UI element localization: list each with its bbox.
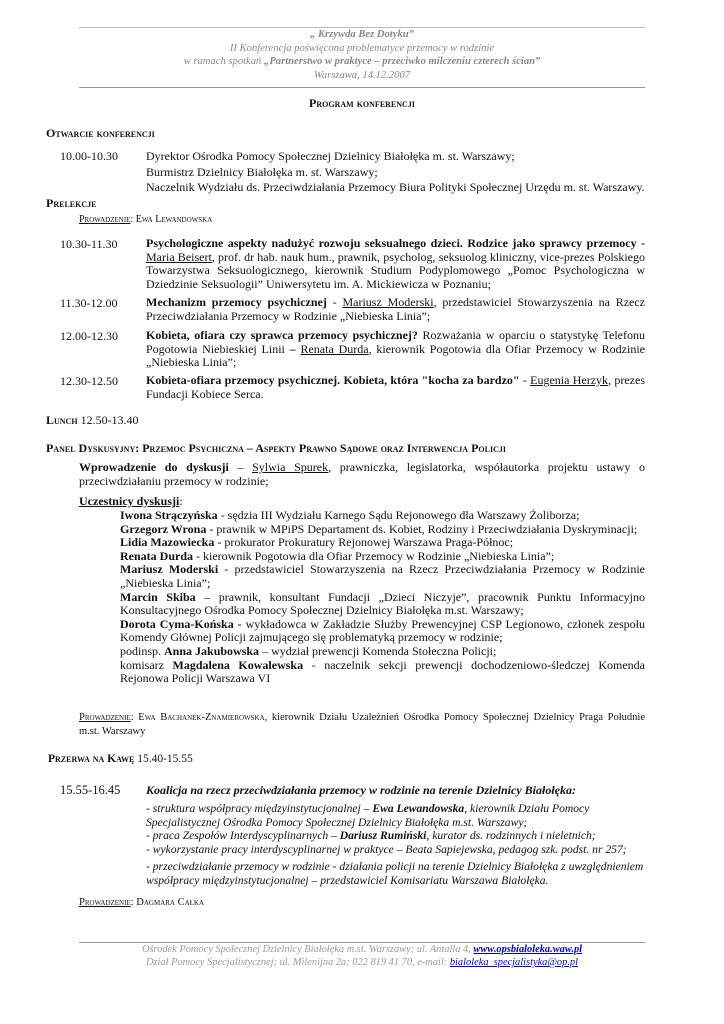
participant-item	[120, 645, 645, 659]
participant-desc: - kierownik Pogotowia dla Ofiar Przemocy w Rodzinie „Niebieska Linia”;	[193, 548, 555, 563]
coalition-list	[146, 802, 646, 888]
participant-item	[120, 591, 645, 618]
lunch-label: Lunch	[46, 413, 78, 427]
header-series-prefix: w ramach spotkań	[183, 56, 265, 68]
moderator-sep: :	[130, 897, 137, 908]
header-title: „ Krzywda Bez Dotyku”	[310, 29, 414, 40]
coalition-item-name: Ewa Lewandowska	[372, 802, 465, 815]
footer-email-link[interactable]: bialoleka_specjalistyka@op.pl	[449, 957, 579, 968]
coalition-item	[146, 829, 646, 843]
participant-item	[120, 536, 645, 550]
participant-desc: – wydział prewencji Komenda Stołeczna Policji;	[259, 643, 497, 658]
participant-desc: - sędzia III Wydziału Karnego Sądu Rejonowego dla Warszawy Żoliborza;	[217, 508, 580, 522]
lecture-time: 12.00-12.30	[60, 329, 118, 343]
moderator-label: Prowadzenie	[79, 712, 131, 723]
participant-name: Marcin Skiba	[120, 589, 196, 604]
conference-header	[79, 27, 645, 88]
participant-desc: - prokurator Prokuratury Rejonowej Warszawa Praga-Północ;	[214, 535, 514, 550]
panel-intro-speaker: Sylwia Spurek	[252, 460, 329, 474]
lecture-desc: , przedstawiciel Stowarzyszenia na Rzecz Przeciwdziałania Przemocy w Rodzinie „Niebieska Linia”;	[146, 295, 645, 323]
footer-website-link[interactable]: www.opsbialoleka.waw.pl	[473, 944, 583, 955]
header-series	[79, 55, 645, 69]
coalition-time: 15.55-16.45	[60, 783, 121, 797]
participant-name: Lidia Mazowiecka	[120, 535, 215, 550]
break-time: 15.40-15.55	[134, 753, 193, 765]
participant-name: Grzegorz Wrona	[120, 521, 207, 536]
lectures-moderator	[79, 214, 212, 225]
participant-item	[120, 509, 645, 523]
header-subtitle: II Konferencja poświęcona problematyce przemocy w rodzinie	[229, 42, 495, 54]
coalition-item-desc: , kierownik Działu Pomocy Specjalistycznej Ośrodka Pomocy Społecznej Dzielnicy Białołęka m.st. Warszawy;	[146, 802, 590, 829]
coalition-item	[146, 802, 646, 829]
moderator-label: Prowadzenie	[79, 897, 131, 908]
lecture-title: Kobieta-ofiara przemocy psychicznej. Kobieta, która "kocha za bardzo"	[146, 373, 520, 387]
coalition-moderator	[79, 897, 204, 908]
lecture-mid: Rozważania w oparciu o statystykę Telefonu Pogotowia Niebieskiej Linii	[146, 328, 645, 356]
panel-heading: Panel Dyskusyjny: Przemoc Psychiczna – Aspekty Prawno Sądowe oraz Interwencja Policji	[46, 441, 506, 455]
lectures-heading: Prelekcje	[46, 196, 97, 210]
coalition-item-text: - wykorzystanie pracy interdyscyplinarnej w praktyce – Beata Sapiejewska, pedagog szk. podst. nr 257;	[146, 842, 627, 856]
coalition-item	[146, 843, 646, 857]
lecture-speaker: Eugenia Herzyk	[530, 373, 609, 387]
lecture-dash: –	[289, 341, 296, 356]
participant-name: Mariusz Moderski	[120, 562, 219, 577]
opening-line: Burmistrz Dzielnicy Białołęka m. st. Warszawy;	[146, 164, 378, 179]
lecture-title: Psychologiczne aspekty nadużyć rozwoju seksualnego dzieci. Rodzice jako sprawcy przemocy -	[146, 236, 645, 250]
panel-moderator	[79, 711, 645, 738]
break-label: Przerwa na Kawę	[48, 753, 135, 765]
opening-line: Naczelnik Wydziału ds. Przeciwdziałania Przemocy Biura Polityki Społecznej Urzędu m. st. Warszawy.	[146, 180, 645, 194]
opening-list	[146, 149, 666, 196]
participant-name: Dorota Cyma-Końska -	[120, 616, 242, 631]
lecture-item	[146, 237, 645, 291]
coalition-title: Koalicja na rzecz przeciwdziałania przemocy w rodzinie na terenie Dzielnicy Białołęka:	[146, 783, 576, 797]
coalition-item-text: - przeciwdziałanie przemocy w rodzinie - działania policji na terenie Dzielnicy Białołęka z uwzględnieniem współpracy międzyinstytucjonalnej – przedstawiciel Komisariatu Warszawa Białołęka.	[146, 860, 644, 887]
participant-name: Renata Durda	[120, 548, 194, 563]
coalition-item-desc: , kurator ds. rodzinnych i nieletnich;	[426, 829, 596, 843]
participant-desc: - prawnik w MPiPS Departament ds. Kobiet, Rodziny i Przeciwdziałania Dyskryminacji;	[206, 521, 638, 536]
page-footer	[79, 942, 645, 970]
participant-desc: - przedstawiciel Stowarzyszenia na Rzecz Przeciwdziałania Przemocy w Rodzinie „Niebieska Linia”;	[120, 562, 645, 590]
lecture-speaker: Renata Durda	[300, 341, 369, 356]
lecture-item	[146, 374, 645, 401]
footer-contact: Dział Pomocy Specjalistycznej; ul. Milenijna 2a; 022 819 41 70, e-mail:	[145, 957, 450, 968]
lunch-line	[46, 413, 139, 428]
participants-label	[79, 495, 183, 509]
coalition-item-name: Dariusz Rumiński	[339, 829, 427, 843]
participant-item	[120, 550, 645, 564]
participants-colon: :	[179, 494, 183, 508]
moderator-desc: , kierownik Działu Uzależnień Ośrodka Pomocy Społecznej Dzielnicy Praga Południe m.st. Warszawy	[79, 712, 645, 737]
lunch-time: 12.50-13.40	[77, 413, 139, 427]
lecture-title: Kobieta, ofiara czy sprawca przemocy psychicznej?	[146, 328, 418, 342]
opening-time: 10.00-10.30	[60, 149, 118, 163]
lecture-speaker: Mariusz Moderski	[342, 295, 434, 309]
participant-item	[120, 659, 645, 686]
moderator-sep: :	[130, 214, 136, 225]
participants-label-text: Uczestnicy dyskusji	[79, 494, 180, 508]
lecture-time: 10.30-11.30	[60, 237, 118, 251]
footer-line-2	[79, 956, 645, 969]
participant-desc: wykładowca w Zakładzie Służby Prewencyjnej CSP Legionowo, członek zespołu Komendy Głównej Policji zajmującego się problematyką przemocy w rodzinie;	[120, 616, 646, 645]
lecture-time: 11.30-12.00	[60, 296, 118, 310]
footer-line-1	[79, 943, 645, 956]
header-series-name: „Partnerstwo w praktyce – przeciwko milczeniu czterech ścian”	[264, 56, 541, 68]
coalition-item-text: - struktura współpracy międzyinstytucjonalnej –	[146, 802, 373, 815]
participant-desc: - naczelnik sekcji prewencji dochodzeniowo-śledczej Komenda Rejonowa Policji Warszawa VI	[120, 657, 645, 686]
coalition-item	[146, 860, 646, 887]
moderator-name: Ewa Lewandowska	[135, 214, 213, 225]
moderator-sep: :	[130, 712, 139, 723]
break-line	[48, 753, 193, 765]
lecture-desc: , prof. dr hab. nauk hum., prawnik, psycholog, seksuolog kliniczny, vice-prezes Polskiego Towarzystwa Seksuologicznego, kierownik Studium Podyplomowego „Pomoc Psychologiczna w Dziedzinie Seksuologii” Uniwersytetu im. A. Mickiewicza w Poznaniu;	[146, 249, 645, 291]
opening-heading: Otwarcie konferencji	[46, 126, 155, 140]
lecture-item	[146, 329, 645, 370]
footer-address: Ośrodek Pomocy Społecznej Dzielnicy Białołęka m.st. Warszawy; ul. Antalla 4,	[141, 944, 474, 955]
panel-intro-dash: –	[228, 460, 253, 474]
lecture-mid: -	[519, 373, 531, 387]
lecture-mid: -	[326, 295, 343, 309]
opening-line: Dyrektor Ośrodka Pomocy Społecznej Dzielnicy Białołęka m. st. Warszawy;	[146, 149, 515, 163]
moderator-name: Ewa Bachanek-Znamierowska	[138, 712, 265, 723]
participant-item	[120, 563, 645, 590]
moderator-name: Dagmara Całka	[136, 897, 205, 908]
lecture-desc: , kierownik Pogotowia dla Ofiar Przemocy w Rodzinie „Niebieska Linia”;	[146, 341, 645, 370]
moderator-label: Prowadzenie	[79, 214, 131, 225]
panel-intro-desc: , prawniczka, legislatorka, współautorka projektu ustawy o przeciwdziałaniu przemocy w rodzinie;	[79, 460, 645, 488]
lecture-item	[146, 296, 645, 323]
page-title: Program konferencji	[309, 96, 415, 110]
coalition-item-text: - praca Zespołów Interdyscyplinarnych –	[146, 829, 340, 843]
panel-intro	[79, 461, 645, 488]
lecture-time: 12.30-12.50	[60, 374, 118, 388]
participant-prefix: komisarz	[120, 657, 173, 672]
lecture-desc: , prezes Fundacji Kobiece Serca.	[146, 373, 645, 401]
participant-prefix: podinsp.	[120, 643, 165, 658]
participant-name: Iwona Strączyńska	[120, 508, 218, 522]
lecture-title: Mechanizm przemocy psychicznej	[146, 295, 327, 309]
panel-intro-label: Wprowadzenie do dyskusji	[79, 460, 229, 474]
participant-name: Anna Jakubowska	[164, 643, 260, 658]
header-date: Warszawa, 14.12.2007	[313, 69, 411, 81]
lecture-speaker: Maria Beisert	[146, 249, 212, 264]
participant-item	[120, 523, 645, 537]
participant-name: Magdalena Kowalewska	[172, 657, 304, 672]
participant-desc: – prawnik, konsultant Fundacji „Dzieci Niczyje”, pracownik Punktu Informacyjno Konsultacyjnego Ośrodka Pomocy Społecznej Dzielnicy Białołęka m.st. Warszawy;	[120, 589, 645, 618]
participants-list	[120, 509, 645, 686]
participant-item	[120, 618, 645, 645]
